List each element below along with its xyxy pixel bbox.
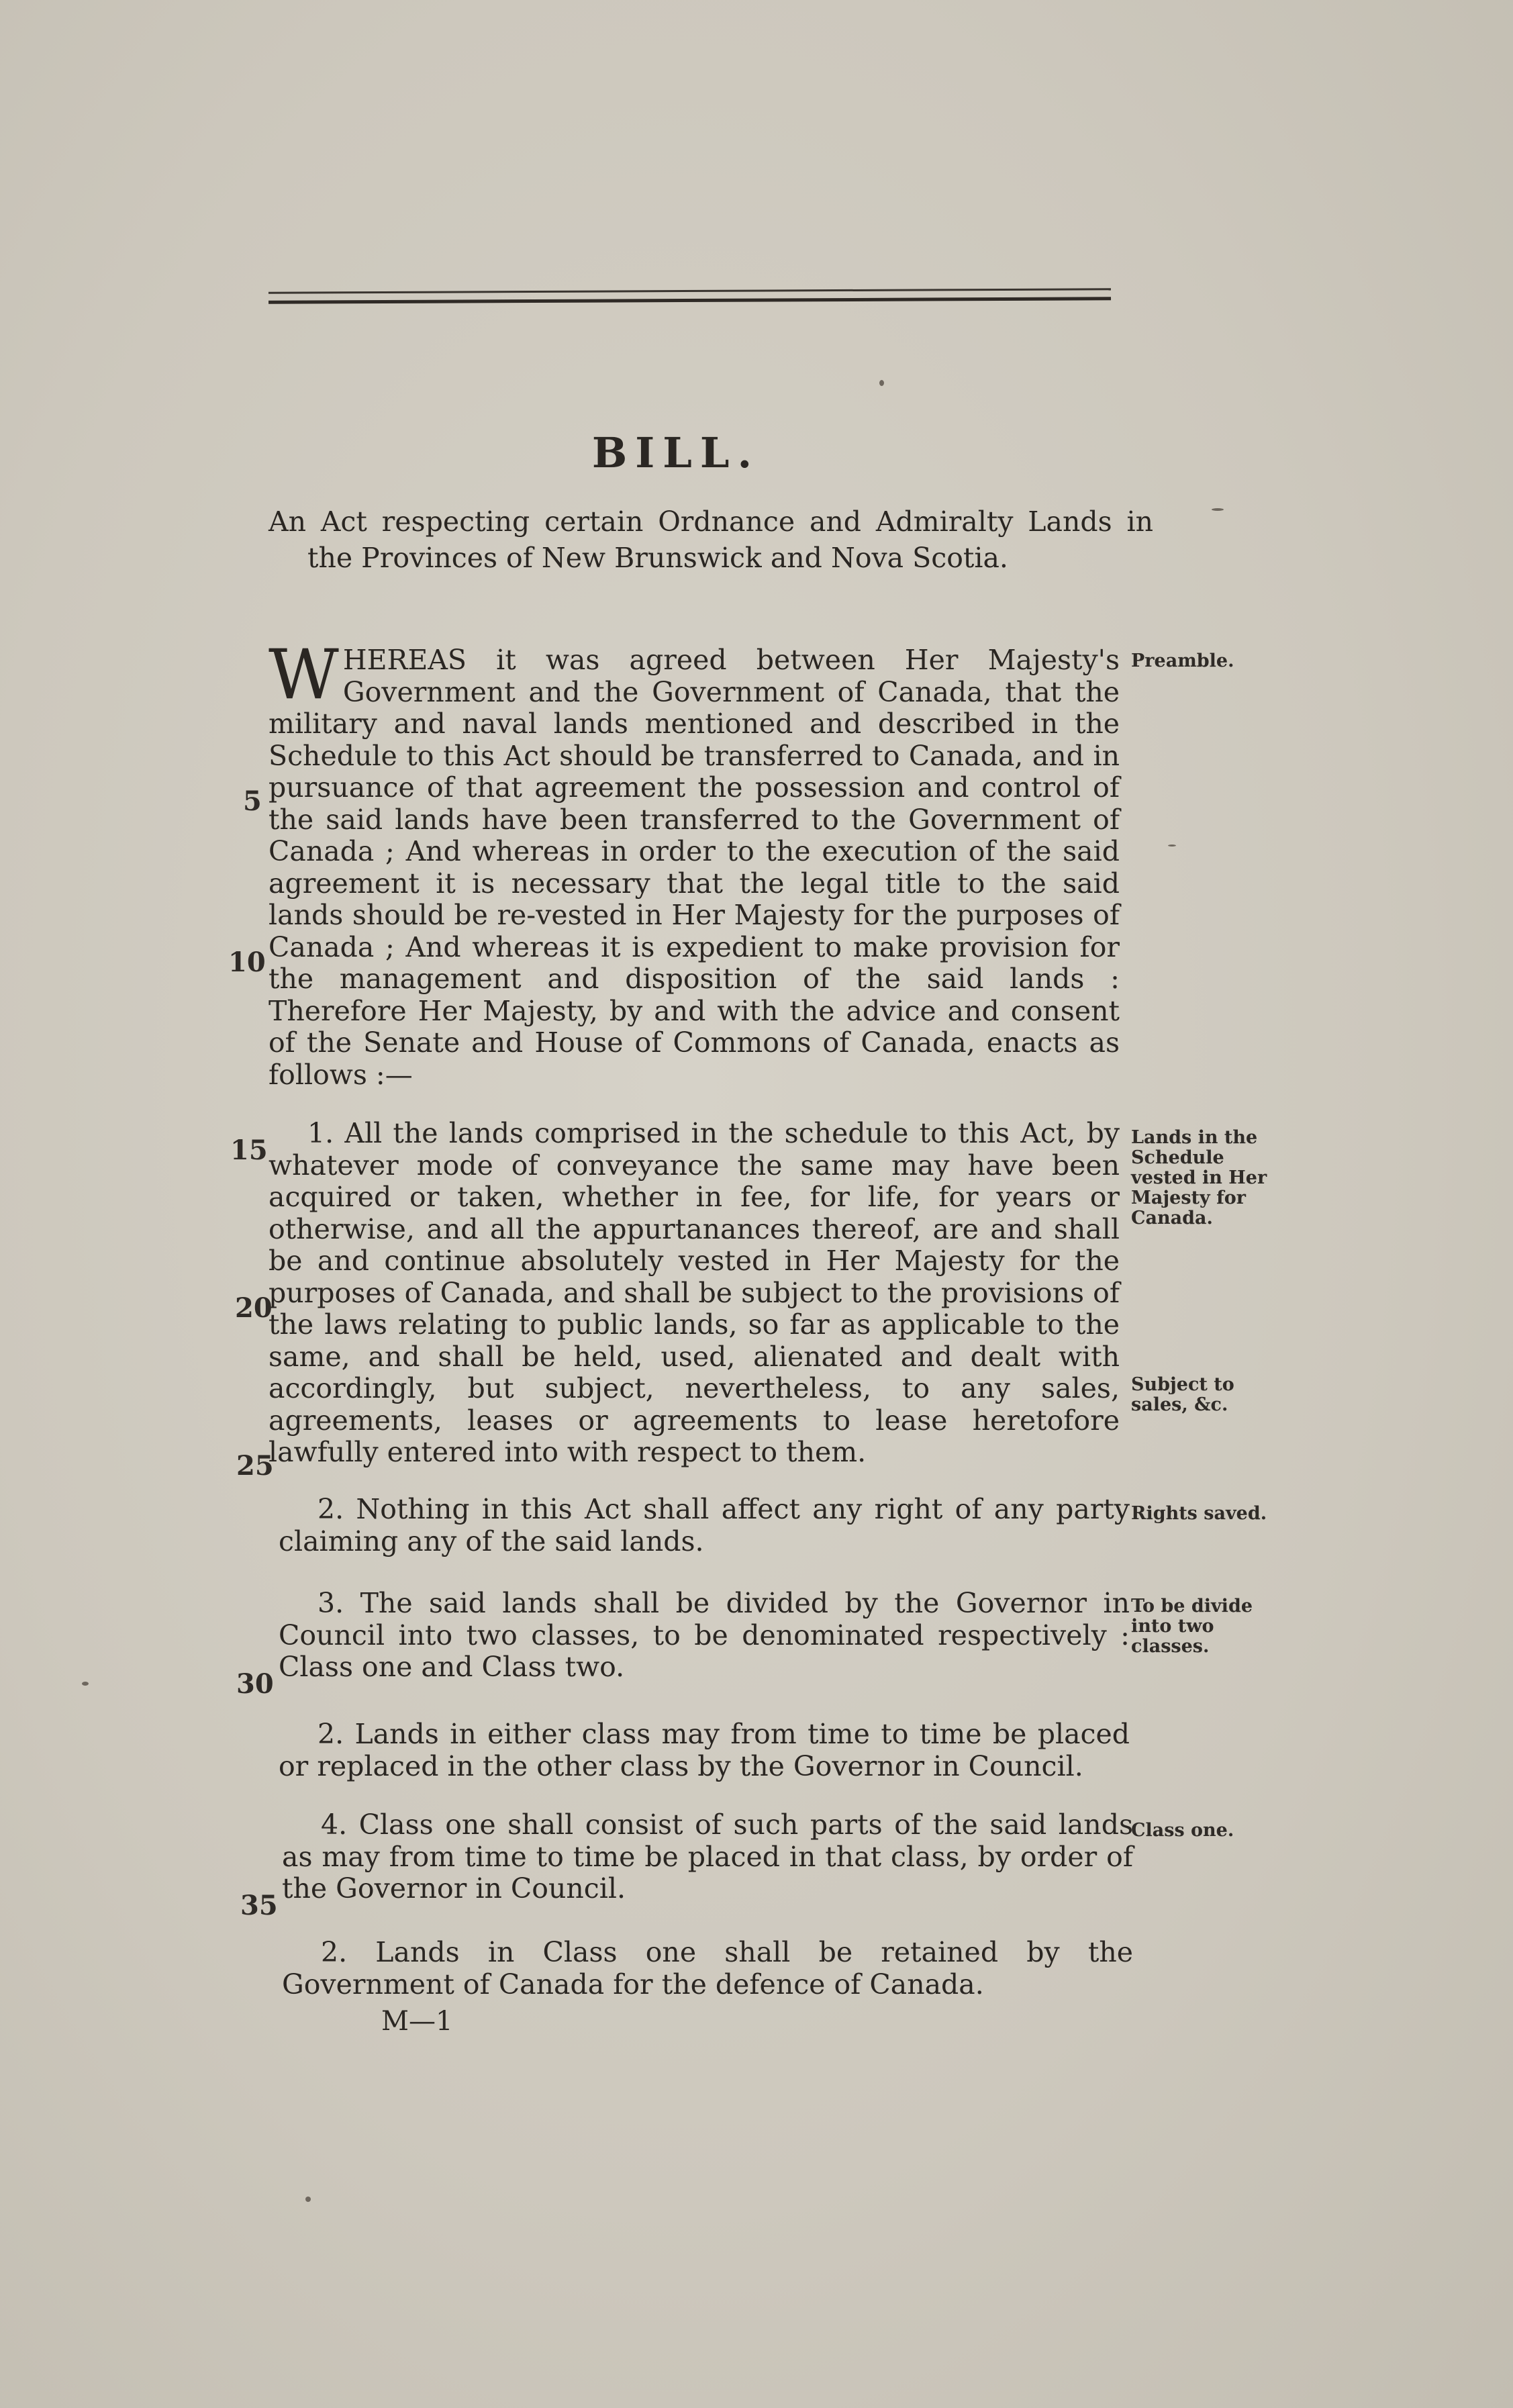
line-number: 35 [240, 1890, 278, 1921]
bill-title: BILL. [591, 428, 761, 477]
line-number: 20 [235, 1292, 273, 1324]
margin-note-rights-saved: Rights saved. [1131, 1503, 1267, 1524]
line-number: 25 [236, 1450, 274, 1482]
header-double-rule [269, 288, 1111, 303]
paper-speck [879, 380, 884, 386]
line-number: 10 [228, 947, 266, 978]
line-number: 30 [236, 1668, 274, 1700]
act-title: An Act respecting certain Ordnance and Admiralty Lands in the Provinces of New Brunswick and Nova Scotia. [269, 505, 1153, 574]
section-1: 1. All the lands comprised in the schedule to this Act, by whatever mode of conveyance the same may have been acquired or taken, whether in fee, for life, for years or otherwise, and all the appurtanances thereof, are and shall be and continue absolutely vested in Her Majesty for the purposes of Canada, and shall be subject to the provisions of the laws relating to public lands, so far as applicable to the same, and shall be held, used, alienated and dealt with accordingly, but subject, nevertheless, to any sales, agreements, leases or agreements to lease heretofore lawfully entered into with respect to them. [269, 1117, 1120, 1468]
preamble-paragraph [269, 635, 1120, 1091]
preamble-text: HEREAS it was agreed between Her Majesty's Government and the Government of Canada, that the military and naval lands mentioned and described in the Schedule to this Act should be transferred to Canada, and in pursuance of that agreement the possession and control of the said lands have been transferred to the Government of Canada ; And whereas in order to the execution of the said agreement it is necessary that the legal title to the said lands should be re-vested in Her Majesty for the purposes of Canada ; And whereas it is expedient to make provision for the management and disposition of the said lands : Therefore Her Majesty, by and with the advice and consent of the Senate and House of Commons of Canada, enacts as follows :— [269, 644, 1120, 1091]
footer-code: M—1 [381, 2006, 453, 2037]
preamble-dropcap: W [269, 635, 339, 715]
line-number: 5 [243, 785, 262, 817]
paper-speck [305, 2197, 311, 2202]
paper-speck [1212, 508, 1224, 511]
section-2: 2. Nothing in this Act shall affect any right of any party claiming any of the said lands. [279, 1493, 1130, 1557]
margin-note-to-be-divided: To be divide into two classes. [1131, 1596, 1253, 1657]
margin-note-lands-vested: Lands in the Schedule vested in Her Majesty for Canada. [1131, 1127, 1267, 1229]
paper-speck [82, 1682, 89, 1686]
margin-note-class-one: Class one. [1131, 1820, 1234, 1841]
section-4-subsection-2: 2. Lands in Class one shall be retained by the Government of Canada for the defence of Canada. [282, 1936, 1133, 2001]
section-4: 4. Class one shall consist of such parts of the said lands as may from time to time be placed in that class, by order of the Governor in Council. [282, 1809, 1133, 1905]
paper-speck [1168, 845, 1176, 847]
section-3-subsection-2: 2. Lands in either class may from time to time be placed or replaced in the other class by the Governor in Council. [279, 1718, 1130, 1782]
section-3: 3. The said lands shall be divided by the Governor in Council into two classes, to be denominated respectively : Class one and Class two. [279, 1587, 1130, 1683]
margin-note-subject-to: Subject to sales, &c. [1131, 1374, 1234, 1415]
line-number: 15 [230, 1135, 268, 1166]
margin-note-preamble: Preamble. [1131, 651, 1234, 671]
